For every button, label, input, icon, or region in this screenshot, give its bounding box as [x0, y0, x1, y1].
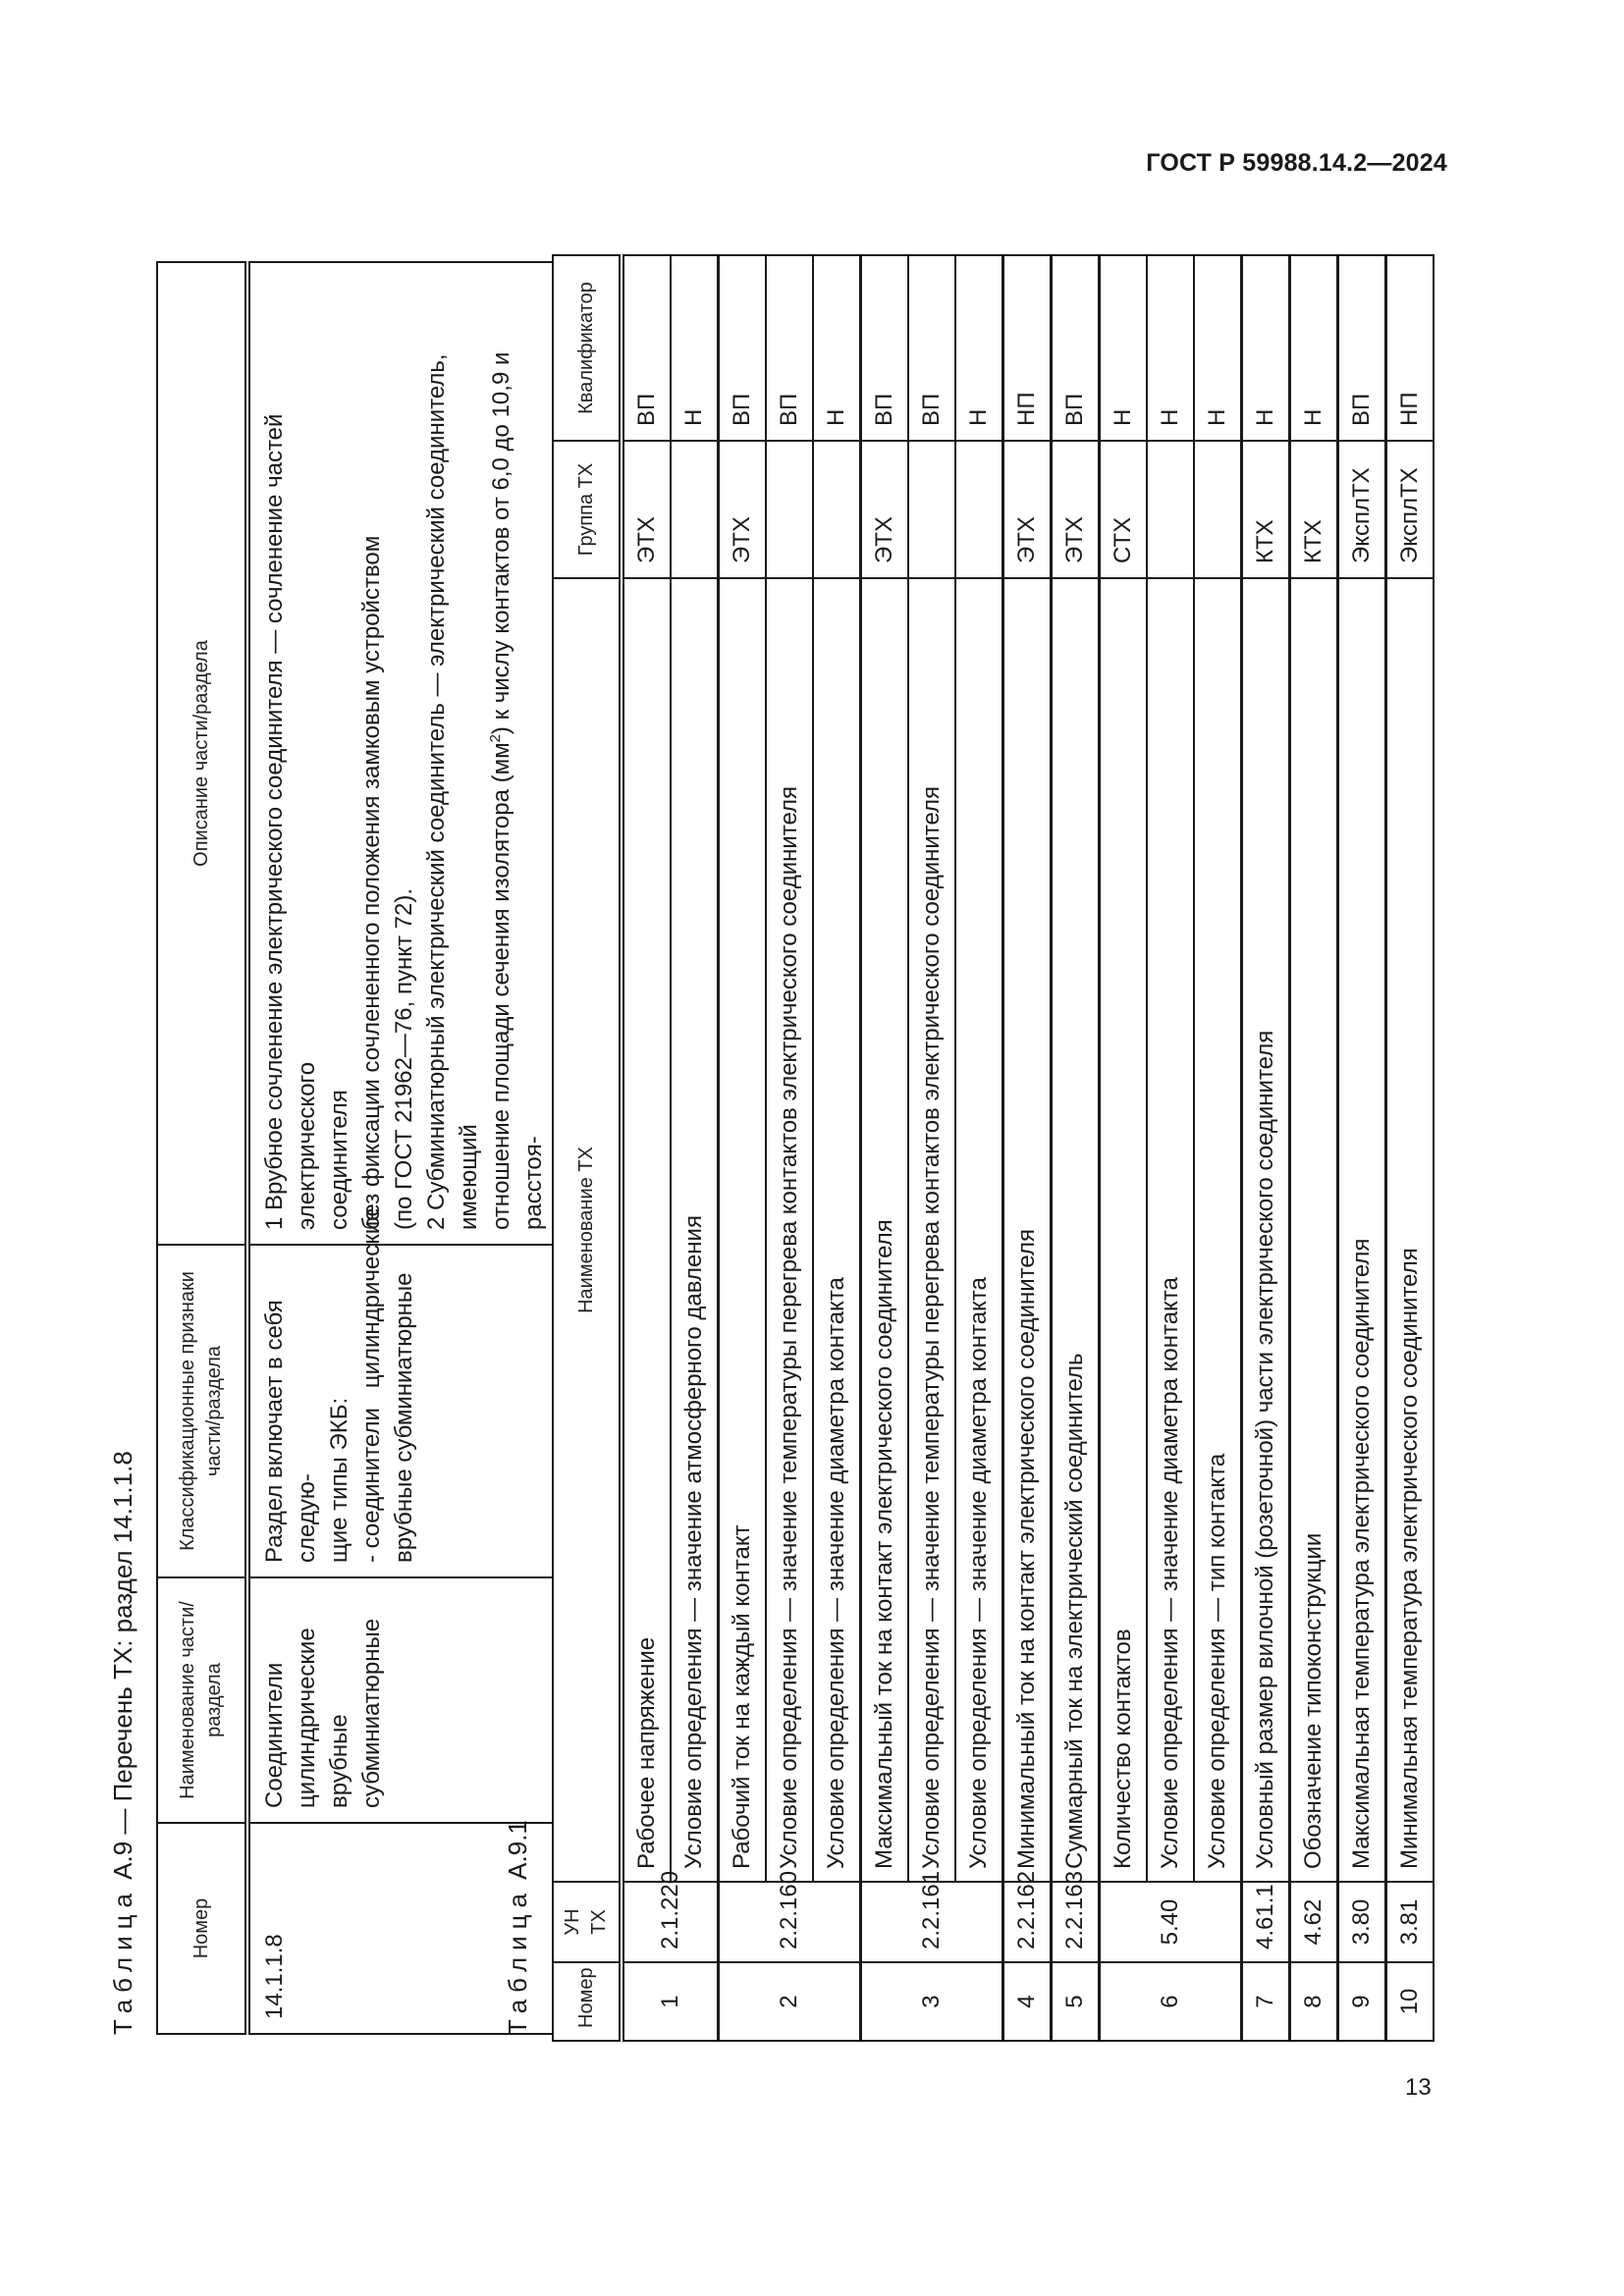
cell-group: КТХ: [1242, 441, 1290, 578]
table-a91: [552, 254, 1435, 2042]
cell-name: Суммарный ток на электрический соединитель: [1052, 578, 1100, 1882]
table-a91-caption-text: А.9.1: [503, 1820, 532, 1880]
column-header-code: УН ТХ: [553, 1882, 622, 1962]
column-header-classification: Классификационные признаки части/раздела: [157, 1245, 247, 1577]
cell-code: 4.61.1: [1242, 1882, 1290, 1962]
cell-qualifier: ВП: [1052, 255, 1100, 441]
cell-name: Количество контактов: [1100, 578, 1148, 1882]
cell-number: 14.1.1.8: [247, 1823, 593, 2034]
description-line: 2 Субминиатюрный электрический соединитель — электрический соединитель, имеющий: [423, 353, 482, 1230]
cell-description: [247, 262, 593, 1245]
cell-name: Минимальный ток на контакт электрического соединителя: [1003, 578, 1052, 1882]
cell-name: Условие определения — значение температуры перегрева контактов электрического соединителя: [908, 578, 955, 1882]
cell-group: КТХ: [1290, 441, 1338, 578]
cell-qualifier: Н: [1242, 255, 1290, 441]
table-a91-body: [622, 255, 1434, 2041]
column-header-name: Наименование ТХ: [553, 578, 622, 1882]
cell-code: 2.2.161: [861, 1882, 1003, 1962]
description-line: 1 Врубное сочленение электрического соединителя — сочленение частей электрического: [261, 413, 320, 1230]
column-header-number: Номер: [157, 1823, 247, 2034]
table-a9-caption-label: Таблица: [108, 1887, 137, 2035]
cell-number: 9: [1338, 1962, 1386, 2041]
cell-number: 6: [1100, 1962, 1242, 2041]
cell-qualifier: ВП: [861, 255, 909, 441]
cell-group: [813, 441, 861, 578]
table-row: [813, 255, 861, 2041]
cell-number: 8: [1290, 1962, 1338, 2041]
cell-qualifier: ВП: [622, 255, 671, 441]
superscript-2: 2: [487, 734, 504, 743]
classification-line: врубные субминиатюрные: [391, 1272, 417, 1563]
cell-group: [671, 441, 719, 578]
cell-qualifier: ВП: [719, 255, 767, 441]
cell-qualifier: Н: [671, 255, 719, 441]
description-line: без фиксации сочлененного положения замковым устройством: [358, 535, 385, 1230]
cell-group: ЭТХ: [1052, 441, 1100, 578]
cell-group: [908, 441, 955, 578]
description-line: соединителя: [326, 1090, 352, 1230]
cell-group: [955, 441, 1003, 578]
table-row: [1003, 255, 1052, 2041]
table-row: [1242, 255, 1290, 2041]
cell-group: ЭксплТХ: [1386, 441, 1435, 578]
cell-qualifier: Н: [955, 255, 1003, 441]
cell-name: Условие определения — значение температуры перегрева контактов электрического соединителя: [766, 578, 813, 1882]
column-header-qualifier: Квалификатор: [553, 255, 622, 441]
description-text: отношение площади сечения изолятора (мм: [488, 742, 514, 1230]
cell-name: Условие определения — значение диаметра контакта: [955, 578, 1003, 1882]
cell-name: Условие определения — значение атмосферного давления: [671, 578, 719, 1882]
table-row: [1290, 255, 1338, 2041]
part-name-line: субминиатюрные: [358, 1618, 385, 1808]
cell-group: [1194, 441, 1242, 578]
table-row: [1338, 255, 1386, 2041]
cell-qualifier: ВП: [908, 255, 955, 441]
page-number: 13: [1405, 2074, 1432, 2101]
description-line: [485, 275, 550, 1230]
table-row: [861, 255, 909, 2041]
cell-qualifier: НП: [1003, 255, 1052, 441]
cell-name: Рабочий ток на каждый контакт: [719, 578, 767, 1882]
part-name-line: Соединители: [261, 1662, 288, 1808]
cell-group: ЭТХ: [1003, 441, 1052, 578]
cell-code: 2.2.163: [1052, 1882, 1100, 1962]
table-row: [1052, 255, 1100, 2041]
cell-code: 3.80: [1338, 1882, 1386, 1962]
table-row: [1147, 255, 1194, 2041]
description-line: (по ГОСТ 21962—76, пункт 72).: [391, 888, 417, 1230]
cell-number: 5: [1052, 1962, 1100, 2041]
cell-code: 4.62: [1290, 1882, 1338, 1962]
cell-number: 2: [719, 1962, 861, 2041]
cell-name: Рабочее напряжение: [622, 578, 671, 1882]
column-header-description: Описание части/раздела: [157, 262, 247, 1245]
table-row: [719, 255, 767, 2041]
table-row: [908, 255, 955, 2041]
cell-code: 5.40: [1100, 1882, 1242, 1962]
table-row: [1100, 255, 1148, 2041]
table-a91-caption: [503, 1820, 533, 2035]
cell-number: 1: [622, 1962, 719, 2041]
cell-group: ЭТХ: [622, 441, 671, 578]
cell-code: 3.81: [1386, 1882, 1435, 1962]
document-code: ГОСТ Р 59988.14.2—2024: [1146, 149, 1447, 177]
cell-number: 4: [1003, 1962, 1052, 2041]
cell-number: 10: [1386, 1962, 1435, 2041]
cell-name: Условный размер вилочной (розеточной) части электрического соединителя: [1242, 578, 1290, 1882]
cell-group: [766, 441, 813, 578]
classification-line: - соединители цилиндрические: [358, 1207, 385, 1563]
cell-qualifier: Н: [1147, 255, 1194, 441]
cell-name: Обозначение типоконструкции: [1290, 578, 1338, 1882]
cell-number: 7: [1242, 1962, 1290, 2041]
table-row: [671, 255, 719, 2041]
cell-name: Максимальная температура электрического соединителя: [1338, 578, 1386, 1882]
cell-qualifier: Н: [1290, 255, 1338, 441]
column-header-part-name: Наименование части/раздела: [157, 1577, 247, 1823]
cell-qualifier: НП: [1386, 255, 1435, 441]
classification-line: Раздел включает в себя следую-: [261, 1300, 320, 1563]
cell-group: ЭксплТХ: [1338, 441, 1386, 578]
cell-name: Максимальный ток на контакт электрического соединителя: [861, 578, 909, 1882]
table-a9: [156, 261, 594, 2035]
classification-line: щие типы ЭКБ:: [326, 1397, 352, 1563]
cell-group: СТХ: [1100, 441, 1148, 578]
cell-number: 3: [861, 1962, 1003, 2041]
cell-qualifier: ВП: [766, 255, 813, 441]
table-row: [247, 262, 593, 2034]
table-row: [1194, 255, 1242, 2041]
cell-group: ЭТХ: [719, 441, 767, 578]
cell-name: Условие определения — значение диаметра контакта: [813, 578, 861, 1882]
part-name-line: цилиндрические: [294, 1628, 320, 1808]
table-a9-caption-text: А.9 — Перечень ТХ: раздел 14.1.1.8: [108, 1451, 137, 1880]
cell-part-name: [247, 1577, 593, 1823]
cell-group: [1147, 441, 1194, 578]
table-a9-header-row: [157, 262, 247, 2034]
cell-name: Минимальная температура электрического соединителя: [1386, 578, 1435, 1882]
cell-qualifier: Н: [1194, 255, 1242, 441]
part-name-line: врубные: [326, 1714, 352, 1808]
cell-code: 2.2.160: [719, 1882, 861, 1962]
cell-qualifier: Н: [1100, 255, 1148, 441]
table-row: [766, 255, 813, 2041]
cell-code: 2.1.220: [622, 1882, 719, 1962]
cell-qualifier: ВП: [1338, 255, 1386, 441]
table-row: [1386, 255, 1435, 2041]
cell-name: Условие определения — тип контакта: [1194, 578, 1242, 1882]
cell-name: Условие определения — значение диаметра контакта: [1147, 578, 1194, 1882]
table-a91-header-row: [553, 255, 622, 2041]
table-row: [622, 255, 671, 2041]
table-row: [955, 255, 1003, 2041]
cell-qualifier: Н: [813, 255, 861, 441]
table-a91-caption-label: Таблица: [503, 1887, 532, 2035]
description-text: ) к числу контактов от 6,0 до 10,9 и расстоя-: [488, 351, 547, 1230]
table-a9-caption: [108, 1451, 138, 2035]
cell-code: 2.2.162: [1003, 1882, 1052, 1962]
column-header-number: Номер: [553, 1962, 622, 2041]
cell-group: ЭТХ: [861, 441, 909, 578]
column-header-group: Группа ТХ: [553, 441, 622, 578]
